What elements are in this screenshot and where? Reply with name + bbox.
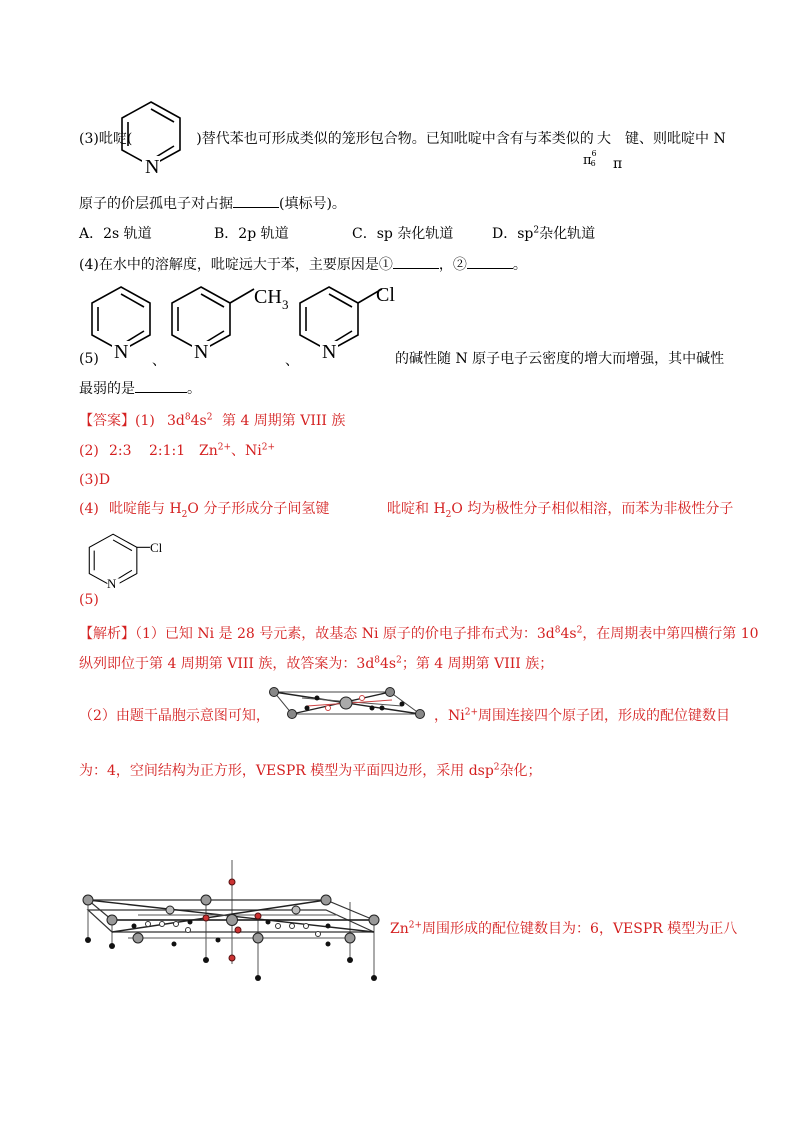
methylpyridine-structure [168,283,288,363]
ni-coordination-diagram [262,684,432,724]
zn-lattice-diagram [78,860,388,986]
a2-sep: 、 [231,443,246,459]
p1-sup2: 2 [576,625,583,636]
p3-zn: Zn [390,921,409,937]
analysis-p2-line2 [79,762,542,780]
a1-sup1: 8 [184,412,191,423]
q5-line2 [79,380,201,398]
q5-blank[interactable] [135,380,187,393]
a1-mid: 4s [190,413,207,429]
pi-label: π [613,156,623,172]
pi-notation [583,149,602,171]
q3-prefix: (3)吡啶( [79,131,133,147]
analysis-p3 [390,920,737,938]
q4-line [79,256,527,274]
p1l2-sup2: 2 [396,655,402,666]
analysis-p1-line2 [79,655,553,673]
q3-line2-after: (填标号)。 [279,196,346,212]
a2-ion2: Ni [245,443,262,459]
p2-ni-sup: 2+ [464,707,479,718]
p2l2-b: 杂化； [499,763,542,779]
a4-r2-sub: 2 [445,509,452,520]
answer-2-v2: 2:1:1 [149,443,186,459]
q3-bond-tail: 键、则吡啶中 N [625,131,726,147]
a1-pre: 3d [167,413,185,429]
answer-4-label: (4) [79,501,99,517]
pi-symbol: π [583,153,592,168]
opt-d-sup: 2 [533,225,540,236]
q5-label: (5) [79,351,99,367]
q3-answer-blank[interactable] [233,195,279,208]
p1l2-sup1: 8 [374,655,381,666]
a2-ion1: Zn [199,443,218,459]
chloropyridine-structure [296,283,406,363]
a2-ion2-sup: 2+ [261,442,276,453]
opt-d-pre: D．sp [492,226,534,242]
a4-r2-pre: 吡啶和 H [387,501,446,517]
a4-r1-pre: 吡啶能与 H [109,501,182,517]
p1-sup1: 8 [554,625,561,636]
q5-n1: N [114,341,129,363]
q5-line2-pre: 最弱的是 [79,381,135,397]
p1-b: 4s [560,626,577,642]
q4-text-b: ，② [438,257,467,273]
q5-n3: N [322,341,337,363]
q3-option-a: A．2s 轨道 [79,226,152,242]
pyridine-n-label: N [145,156,160,178]
answer-cl: Cl [150,540,163,555]
answer-line-1 [79,412,155,430]
q4-text-c: 。 [512,257,527,273]
a4-r1-post: O 分子形成分子间氢键 [187,501,330,517]
p3-zn-sup: 2+ [408,920,423,931]
answer-chloropyridine-structure [86,526,166,590]
q4-blank-2[interactable] [467,256,513,269]
chloro-cl: Cl [376,284,395,306]
q3-option-c: C．sp 杂化轨道 [352,226,454,242]
pyridine-structure-q5 [88,283,154,363]
analysis-tag: 【解析】 [79,626,135,642]
answer-4-reason-2 [387,500,733,518]
p2l2-sup: 2 [493,762,500,773]
a2-ion1-sup: 2+ [217,442,232,453]
analysis-p2-ni [434,707,730,725]
q3-option-b: B．2p 轨道 [214,226,289,242]
methyl-sub: 3 [282,297,289,312]
p1-c: ，在周期表中第四横行第 10 [582,626,759,642]
answer-tag: 【答案】(1) [79,413,155,429]
answer-4-reason-1 [109,500,329,518]
q5-tail: 的碱性随 N 原子电子云密度的增大而增强，其中碱性 [395,351,725,367]
answer-2-v1: 2:3 [109,443,132,459]
a4-r2-post: O 均为极性分子相似相溶，而苯为非极性分子 [451,501,734,517]
p3-b: 周围形成的配位键数目为：6，VESPR 模型为正八 [422,921,738,937]
q3-line2-text: 原子的价层孤电子对占据 [79,196,233,212]
answer-1-period: 第 4 周期第 VIII 族 [222,413,346,429]
pi-sup: 6 [591,149,597,158]
answer-3: (3)D [79,472,111,488]
q3-line2 [79,195,346,213]
q3-text: )替代苯也可形成类似的笼形包合物。已知吡啶中含有与苯类似的 [196,131,594,147]
p2-ni: ，Ni [434,708,465,724]
p2l2-a: 为：4，空间结构为正方形，VESPR 模型为平面四边形，采用 dsp [79,763,494,779]
analysis-p2: （2）由题干晶胞示意图可知， [79,708,270,724]
answer-1-config [167,412,212,430]
methyl-ch: CH [254,286,282,308]
p1l2-b: 4s [380,656,397,672]
a4-r1-sub: 2 [181,509,188,520]
p1l2-c: ；第 4 周期第 VIII 族； [401,656,554,672]
answer-2-ions [199,442,275,460]
q5-line2-post: 。 [187,381,201,397]
p1l2-a: 纵列即位于第 4 周期第 VIII 族，故答案为：3d [79,656,375,672]
q4-blank-1[interactable] [393,256,439,269]
q3-big-pi-word: 大 [597,131,611,147]
p1-a: （1）已知 Ni 是 28 号元素，故基态 Ni 原子的价电子排布式为：3d [135,626,555,642]
q4-text-a: (4)在水中的溶解度，吡啶远大于苯，主要原因是① [79,257,393,273]
q3-option-d [492,225,595,243]
analysis-p1 [79,625,759,643]
pi-sub: 6 [590,159,596,168]
q5-sep-2: 、 [285,353,299,369]
p2-b: 周围连接四个原子团，形成的配位键数目 [478,708,731,724]
pyridine-structure [116,98,186,176]
answer-5-label: (5) [79,592,99,608]
opt-d-post: 杂化轨道 [539,226,596,242]
a1-sup2: 2 [206,412,213,423]
answer-2-label: (2) [79,443,99,459]
answer-n: N [107,576,117,591]
q5-sep-1: 、 [152,353,166,369]
q5-n2: N [194,341,209,363]
